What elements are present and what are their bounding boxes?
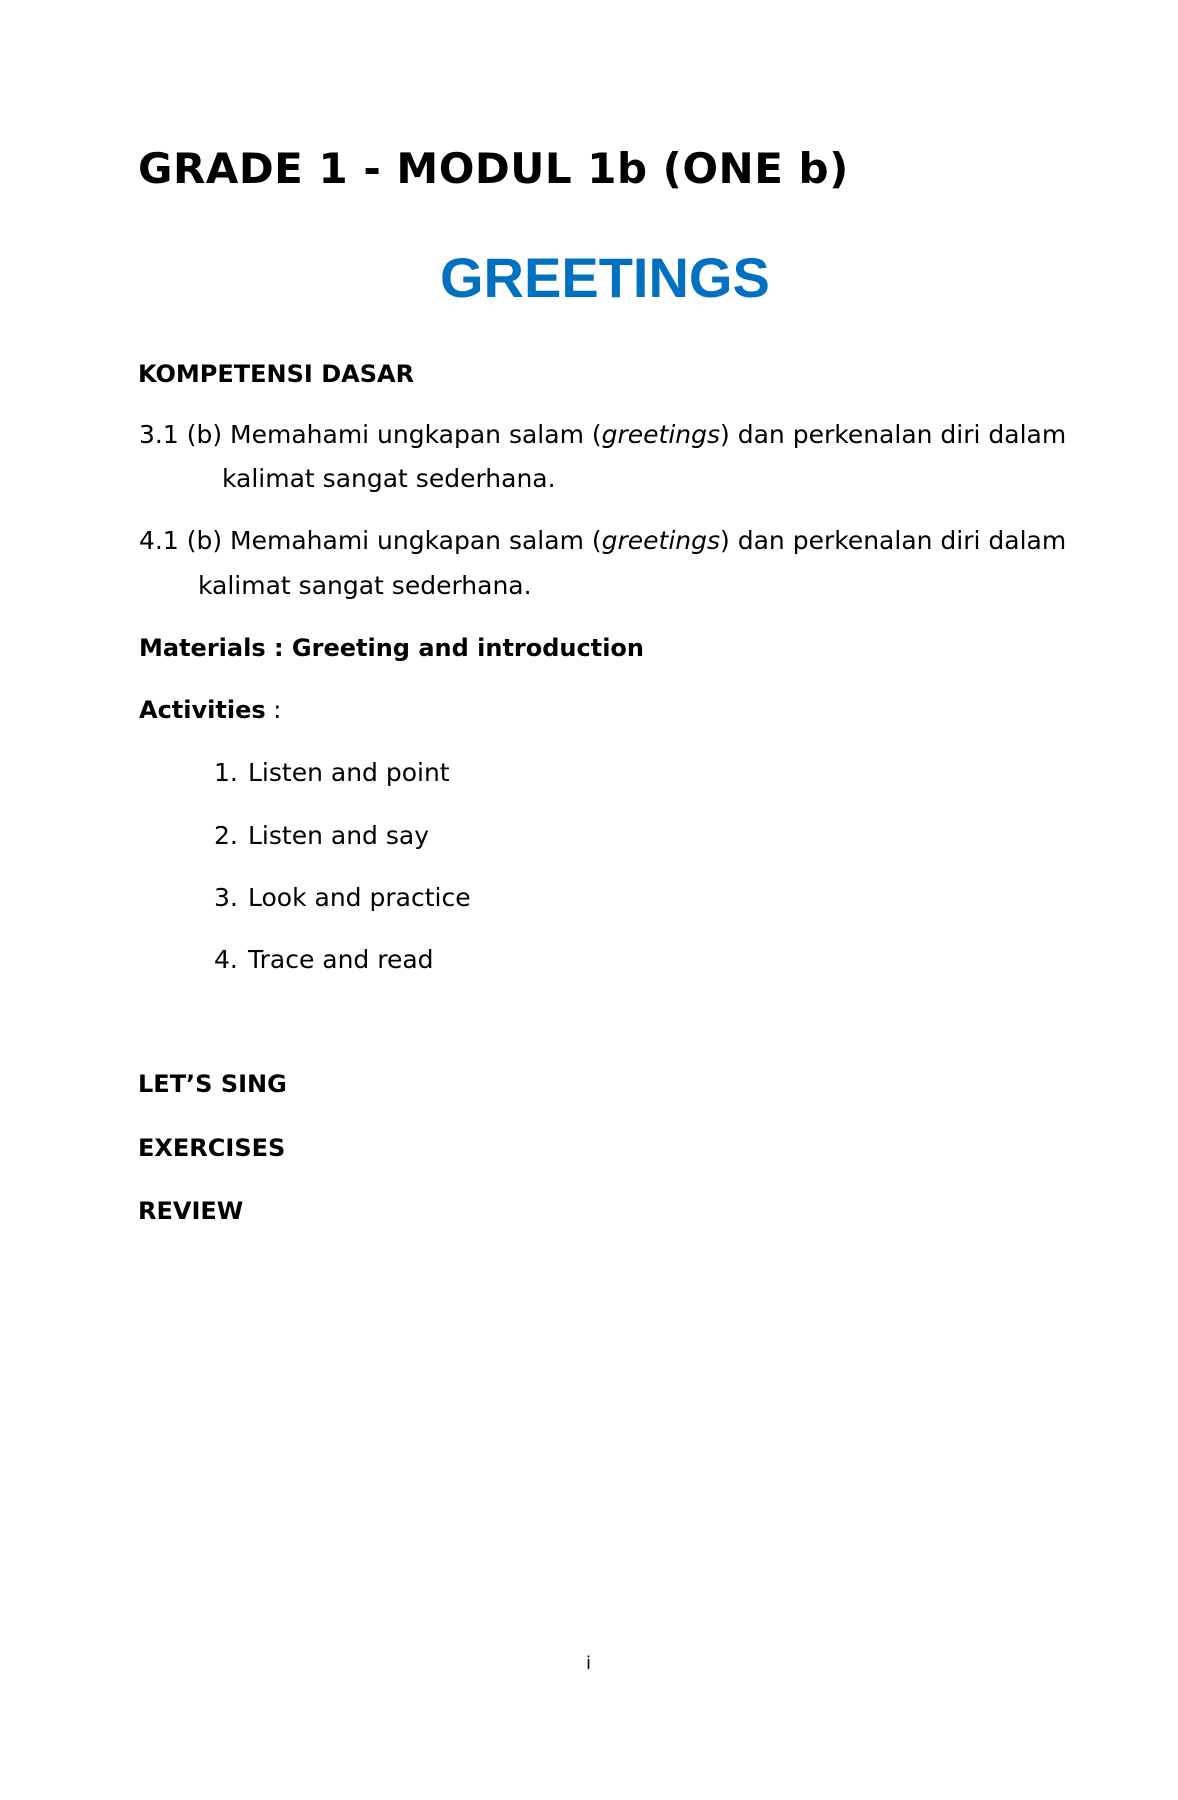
item-number: 3. xyxy=(214,883,238,912)
item-number: 4. xyxy=(214,945,238,974)
kd-text: ) dan perkenalan diri dalam xyxy=(720,420,1067,449)
activities-heading: Activities xyxy=(139,696,266,724)
kd-italic: greetings xyxy=(601,526,721,555)
kd-text: 3.1 (b) Memahami ungkapan salam ( xyxy=(139,420,602,449)
kd-text: 4.1 (b) Memahami ungkapan salam ( xyxy=(139,526,602,555)
item-text: Trace and read xyxy=(248,945,434,974)
section-review: REVIEW xyxy=(138,1197,244,1225)
kompetensi-heading: KOMPETENSI DASAR xyxy=(138,360,415,388)
activity-item xyxy=(214,760,450,785)
section-exercises: EXERCISES xyxy=(138,1134,286,1162)
section-lets-sing: LET’S SING xyxy=(138,1070,287,1098)
activities-colon: : xyxy=(265,696,282,724)
kd-item-1 xyxy=(139,422,1066,447)
kd-item-1-continuation: kalimat sangat sederhana. xyxy=(222,464,556,493)
kd-text: ) dan perkenalan diri dalam xyxy=(720,526,1067,555)
item-text: Look and practice xyxy=(248,883,471,912)
page-number: i xyxy=(586,1653,592,1674)
item-text: Listen and point xyxy=(248,758,450,787)
item-text: Listen and say xyxy=(248,821,429,850)
item-number: 1. xyxy=(214,758,238,787)
kd-italic: greetings xyxy=(601,420,721,449)
activities-label xyxy=(139,698,281,722)
kd-item-2 xyxy=(139,528,1066,553)
activity-item xyxy=(214,885,471,910)
materials-label: Materials : Greeting and introduction xyxy=(139,634,645,662)
page-title: GREETINGS xyxy=(440,246,770,309)
activity-item xyxy=(214,947,434,972)
item-number: 2. xyxy=(214,821,238,850)
activity-item xyxy=(214,823,429,848)
kd-item-2-continuation: kalimat sangat sederhana. xyxy=(198,571,532,600)
module-title: GRADE 1 - MODUL 1b (ONE b) xyxy=(138,144,849,193)
